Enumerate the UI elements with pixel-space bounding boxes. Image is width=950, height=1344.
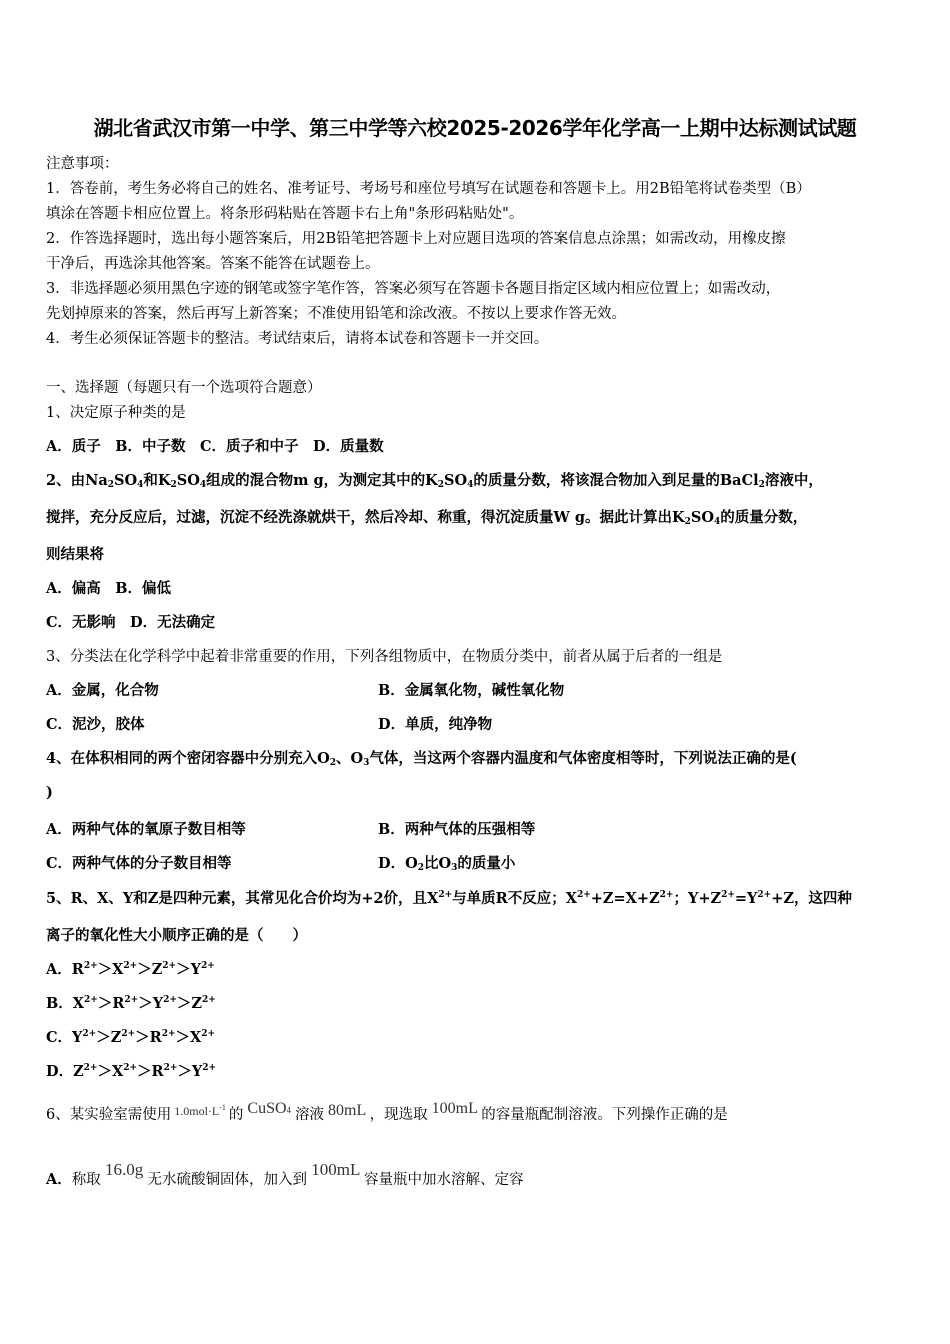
question-2-line2: 搅拌，充分反应后，过滤，沉淀不经洗涤就烘干，然后冷却、称重，得沉淀质量W g。据此计算出$K_2SO_4$的质量分数，	[46, 509, 808, 527]
notice-3a: 3．非选择题必须用黑色字迹的钢笔或签字笔作答，答案必须写在答题卡各题目指定区域内相应位置上；如需改动，	[46, 281, 781, 297]
question-5-line2: 离子的氧化性大小顺序正确的是（ ）	[46, 927, 307, 944]
exam-title: 湖北省武汉市第一中学、第三中学等六校2025-2026学年化学高一上期中达标测试试题	[93, 116, 857, 140]
notice-4: 4．考生必须保证答题卡的整洁。考试结束后，请将本试卷和答题卡一并交回。	[46, 331, 549, 347]
section-heading: 一、选择题（每题只有一个选项符合题意）	[46, 380, 322, 396]
q5-option-d: D．$Z^{2+}>X^{2+}>R^{2+}>Y^{2+}$	[46, 1063, 217, 1080]
q2-options-cd: C．无影响 D．无法确定	[46, 614, 216, 631]
q3-options-row1: A．金属，化合物 B．金属氧化物，碱性氧化物	[46, 682, 565, 699]
question-1: 1、决定原子种类的是	[46, 405, 186, 421]
notice-2b: 干净后，再选涂其他答案。答案不能答在试题卷上。	[46, 256, 380, 272]
notice-heading: 注意事项：	[46, 156, 119, 172]
q5-option-a: A．$R^{2+}>X^{2+}>Z^{2+}>Y^{2+}$	[46, 961, 215, 978]
question-4-line2: )	[46, 784, 53, 801]
notice-3b: 先划掉原来的答案，然后再写上新答案；不准使用铅笔和涂改液。不按以上要求作答无效。	[46, 306, 626, 322]
q1-options: A．质子 B．中子数 C．质子和中子 D．质量数	[46, 438, 384, 455]
question-2-line3: 则结果将	[46, 546, 104, 563]
notice-1b: 填涂在答题卡相应位置上。将条形码粘贴在答题卡右上角"条形码粘贴处"。	[46, 206, 524, 222]
notice-2a: 2．作答选择题时，选出每小题答案后，用2B铅笔把答题卡上对应题目选项的答案信息点涂黑；如需改动，用橡皮擦	[46, 231, 786, 247]
q5-option-c: C．$Y^{2+}>Z^{2+}>R^{2+}>X^{2+}$	[46, 1029, 216, 1046]
question-2-line1: 2、由$Na_2SO_4$和$K_2SO_4$组成的混合物m g，为测定其中的$K_2SO_4$的质量分数，将该混合物加入到足量的BaCl$_2$溶液中，	[46, 472, 823, 490]
notice-1a: 1．答卷前，考生务必将自己的姓名、准考证号、考场号和座位号填写在试题卷和答题卡上。用2B铅笔将试卷类型（B）	[46, 181, 811, 197]
question-6: 6、某实验室需使用 $^{1.0mol\cdot L^{-1}}$ 的 CuSO4 溶液 80mL ，现选取 100mL 的容量瓶配制溶液。下列操作正确的是	[46, 1100, 728, 1123]
question-3: 3、分类法在化学科学中起着非常重要的作用，下列各组物质中，在物质分类中，前者从属于后者的一组是	[46, 649, 723, 665]
q2-options-ab: A．偏高 B．偏低	[46, 580, 172, 597]
question-4-line1: 4、在体积相同的两个密闭容器中分别充入$O_2$、$O_3$气体，当这两个容器内温度和气体密度相等时，下列说法正确的是(	[46, 750, 797, 768]
question-5-line1: 5、R、X、Y和Z是四种元素，其常见化合价均为+2价，且$X^{2+}$与单质R不反应；$X^{2+}+Z=X+Z^{2+}$；$Y+Z^{2+}=Y^{2+}+Z$，这四种	[46, 890, 852, 907]
q6-option-a: A．称取 16.0g 无水硫酸铜固体，加入到 100mL 容量瓶中加水溶解、定容	[46, 1160, 524, 1188]
q4-options-row2: C．两种气体的分子数目相等 D．$O_2$比$O_3$的质量小	[46, 855, 516, 873]
q5-option-b: B．$X^{2+}>R^{2+}>Y^{2+}>Z^{2+}$	[46, 995, 216, 1012]
q4-options-row1: A．两种气体的氧原子数目相等 B．两种气体的压强相等	[46, 821, 536, 838]
q3-options-row2: C．泥沙，胶体 D．单质，纯净物	[46, 716, 493, 733]
